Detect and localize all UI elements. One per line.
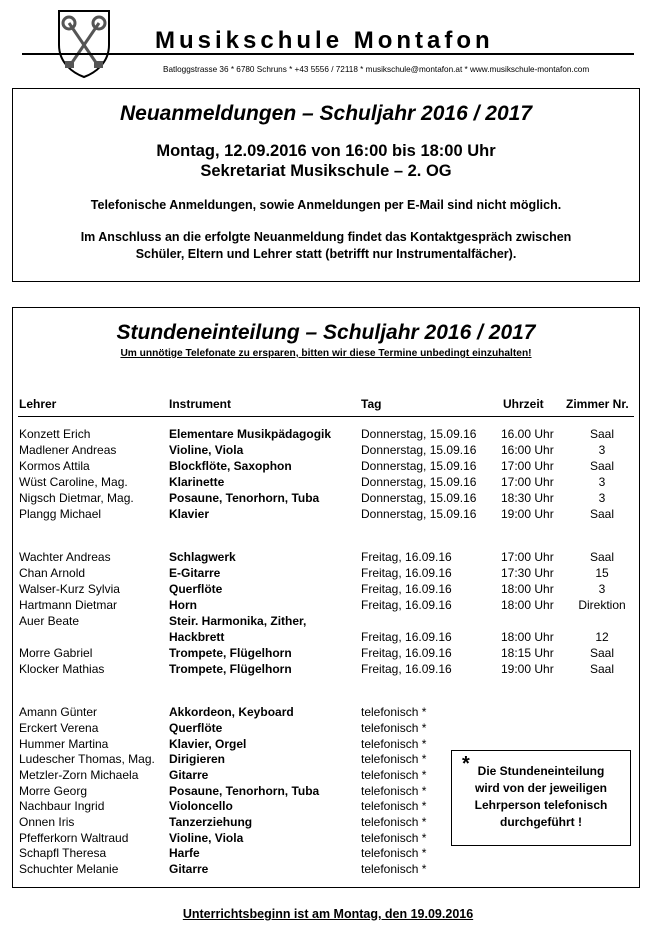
cell-instrument: Trompete, Flügelhorn xyxy=(169,662,292,676)
cell-room: Saal xyxy=(589,662,615,676)
table-row xyxy=(13,720,639,736)
cell-day: Freitag, 16.09.16 xyxy=(361,582,452,596)
cell-time: 17:00 Uhr xyxy=(501,550,554,564)
column-header-teacher: Lehrer xyxy=(19,397,57,411)
cell-teacher: Nachbaur Ingrid xyxy=(19,799,105,813)
cell-time: 17:30 Uhr xyxy=(501,566,554,580)
cell-teacher: Walser-Kurz Sylvia xyxy=(19,582,120,596)
table-row xyxy=(13,613,639,629)
cell-day: telefonisch * xyxy=(361,846,427,860)
cell-day: telefonisch * xyxy=(361,815,427,829)
cell-day: telefonisch * xyxy=(361,831,427,845)
registration-box xyxy=(12,88,640,282)
table-row xyxy=(13,458,639,474)
cell-instrument: Querflöte xyxy=(169,582,223,596)
cell-day: Donnerstag, 15.09.16 xyxy=(361,427,477,441)
cell-day: Freitag, 16.09.16 xyxy=(361,598,452,612)
cell-instrument: Klavier, Orgel xyxy=(169,737,247,751)
cell-day: Freitag, 16.09.16 xyxy=(361,566,452,580)
cell-teacher: Amann Günter xyxy=(19,705,98,719)
cell-day: telefonisch * xyxy=(361,784,427,798)
cell-room: 3 xyxy=(598,443,606,457)
cell-day: Freitag, 16.09.16 xyxy=(361,646,452,660)
cell-day: telefonisch * xyxy=(361,799,427,813)
column-header-day: Tag xyxy=(361,397,382,411)
cell-day: Donnerstag, 15.09.16 xyxy=(361,443,477,457)
cell-day: Donnerstag, 15.09.16 xyxy=(361,507,477,521)
cell-instrument: Posaune, Tenorhorn, Tuba xyxy=(169,784,320,798)
table-row xyxy=(13,704,639,720)
note-star: * xyxy=(462,753,470,775)
cell-day: telefonisch * xyxy=(361,737,427,751)
cell-time: 19:00 Uhr xyxy=(501,507,554,521)
cell-room: 15 xyxy=(595,566,609,580)
cell-time: 19:00 Uhr xyxy=(501,662,554,676)
cell-room: Saal xyxy=(589,427,615,441)
header-divider xyxy=(18,416,634,417)
cell-day: Donnerstag, 15.09.16 xyxy=(361,491,477,505)
cell-time: 16.00 Uhr xyxy=(501,427,554,441)
table-row xyxy=(13,845,639,861)
cell-teacher: Metzler-Zorn Michaela xyxy=(19,768,139,782)
cell-teacher: Madlener Andreas xyxy=(19,443,117,457)
phone-scheduling-note: * Die Stundeneinteilung wird von der jeweiligen Lehrperson telefonisch durchgeführt ! xyxy=(451,750,631,846)
cell-day: Freitag, 16.09.16 xyxy=(361,550,452,564)
cell-time: 17:00 Uhr xyxy=(501,475,554,489)
cell-instrument: Steir. Harmonika, Zither, xyxy=(169,614,307,628)
registration-title: Neuanmeldungen – Schuljahr 2016 / 2017 xyxy=(120,102,532,125)
cell-day: telefonisch * xyxy=(361,721,427,735)
cell-instrument: Elementare Musikpädagogik xyxy=(169,427,332,441)
table-row xyxy=(13,426,639,442)
cell-teacher: Plangg Michael xyxy=(19,507,102,521)
cell-day: Donnerstag, 15.09.16 xyxy=(361,475,477,489)
cell-instrument: Querflöte xyxy=(169,721,223,735)
cell-day: telefonisch * xyxy=(361,862,427,876)
cell-room: Saal xyxy=(589,507,615,521)
table-row xyxy=(13,506,639,522)
table-row xyxy=(13,861,639,877)
cell-time: 18:30 Uhr xyxy=(501,491,554,505)
cell-instrument: Violine, Viola xyxy=(169,831,244,845)
cell-instrument: Schlagwerk xyxy=(169,550,236,564)
cell-instrument: Tanzerziehung xyxy=(169,815,253,829)
table-row xyxy=(13,661,639,677)
cell-room: 12 xyxy=(595,630,609,644)
table-row xyxy=(13,597,639,613)
cell-teacher: Wachter Andreas xyxy=(19,550,111,564)
cell-day: telefonisch * xyxy=(361,705,427,719)
cell-time: 16:00 Uhr xyxy=(501,443,554,457)
schedule-title: Stundeneinteilung – Schuljahr 2016 / 2017 xyxy=(116,321,536,344)
cell-room: Saal xyxy=(589,550,615,564)
cell-teacher: Konzett Erich xyxy=(19,427,91,441)
table-row xyxy=(13,645,639,661)
table-row xyxy=(13,565,639,581)
cell-instrument: Klavier xyxy=(169,507,210,521)
school-name: Musikschule Montafon xyxy=(155,27,494,54)
cell-day: Freitag, 16.09.16 xyxy=(361,662,452,676)
registration-date: Montag, 12.09.2016 von 16:00 bis 18:00 Uhr Sekretariat Musikschule – 2. OG xyxy=(156,142,496,180)
cell-instrument: Violine, Viola xyxy=(169,443,244,457)
cell-instrument: Horn xyxy=(169,598,197,612)
cell-teacher: Schuchter Melanie xyxy=(19,862,119,876)
cell-room: 3 xyxy=(598,475,606,489)
registration-contact-note: Im Anschluss an die erfolgte Neuanmeldung findet das Kontaktgespräch zwischen Schüler, Eltern und Lehrer statt (betrifft nur Instrumentalfächer). xyxy=(80,230,572,261)
cell-instrument: Violoncello xyxy=(169,799,233,813)
registration-phone-note: Telefonische Anmeldungen, sowie Anmeldungen per E-Mail sind nicht möglich. xyxy=(90,198,562,212)
cell-teacher: Morre Gabriel xyxy=(19,646,93,660)
school-address: Batloggstrasse 36 * 6780 Schruns * +43 5556 / 72118 * musikschule@montafon.at * www.musikschule-montafon.com xyxy=(163,65,590,74)
cell-teacher: Morre Georg xyxy=(19,784,88,798)
cell-day: Donnerstag, 15.09.16 xyxy=(361,459,477,473)
cell-time: 18:00 Uhr xyxy=(501,582,554,596)
cell-instrument: E-Gitarre xyxy=(169,566,221,580)
cell-day: telefonisch * xyxy=(361,752,427,766)
cell-teacher: Ludescher Thomas, Mag. xyxy=(19,752,155,766)
schedule-box xyxy=(12,307,640,888)
cell-time: 18:15 Uhr xyxy=(501,646,554,660)
cell-instrument: Akkordeon, Keyboard xyxy=(169,705,294,719)
cell-instrument: Gitarre xyxy=(169,768,209,782)
cell-teacher: Kormos Attila xyxy=(19,459,90,473)
cell-teacher: Schapfl Theresa xyxy=(19,846,107,860)
table-row xyxy=(13,474,639,490)
schedule-subtitle: Um unnötige Telefonate zu ersparen, bitten wir diese Termine unbedingt einzuhalten! xyxy=(120,348,532,359)
table-row xyxy=(13,490,639,506)
cell-instrument: Dirigieren xyxy=(169,752,226,766)
cell-time: 18:00 Uhr xyxy=(501,630,554,644)
column-header-room: Zimmer Nr. xyxy=(566,397,629,411)
cell-instrument: Harfe xyxy=(169,846,200,860)
cell-room: Saal xyxy=(589,459,615,473)
table-row xyxy=(13,629,639,645)
cell-instrument: Posaune, Tenorhorn, Tuba xyxy=(169,491,320,505)
column-header-time: Uhrzeit xyxy=(503,397,544,411)
cell-room: 3 xyxy=(598,491,606,505)
cell-room: 3 xyxy=(598,582,606,596)
cell-instrument: Trompete, Flügelhorn xyxy=(169,646,292,660)
column-header-instrument: Instrument xyxy=(169,397,232,411)
cell-time: 17:00 Uhr xyxy=(501,459,554,473)
cell-teacher: Wüst Caroline, Mag. xyxy=(19,475,128,489)
cell-teacher: Erckert Verena xyxy=(19,721,99,735)
cell-instrument: Gitarre xyxy=(169,862,209,876)
cell-day: Freitag, 16.09.16 xyxy=(361,630,452,644)
cell-teacher: Nigsch Dietmar, Mag. xyxy=(19,491,134,505)
coat-of-arms-logo xyxy=(55,7,113,79)
cell-teacher: Auer Beate xyxy=(19,614,80,628)
cell-teacher: Onnen Iris xyxy=(19,815,75,829)
cell-teacher: Hartmann Dietmar xyxy=(19,598,118,612)
cell-teacher: Klocker Mathias xyxy=(19,662,105,676)
cell-instrument: Hackbrett xyxy=(169,630,225,644)
cell-time: 18:00 Uhr xyxy=(501,598,554,612)
cell-instrument: Klarinette xyxy=(169,475,225,489)
table-row xyxy=(13,581,639,597)
cell-room: Saal xyxy=(589,646,615,660)
cell-teacher: Hummer Martina xyxy=(19,737,109,751)
table-row xyxy=(13,442,639,458)
table-row xyxy=(13,549,639,565)
cell-teacher: Chan Arnold xyxy=(19,566,86,580)
lesson-start-note: Unterrichtsbeginn ist am Montag, den 19.09.2016 xyxy=(182,907,474,921)
cell-day: telefonisch * xyxy=(361,768,427,782)
cell-teacher: Pfefferkorn Waltraud xyxy=(19,831,129,845)
cell-room: Direktion xyxy=(578,598,626,612)
cell-instrument: Blockflöte, Saxophon xyxy=(169,459,292,473)
